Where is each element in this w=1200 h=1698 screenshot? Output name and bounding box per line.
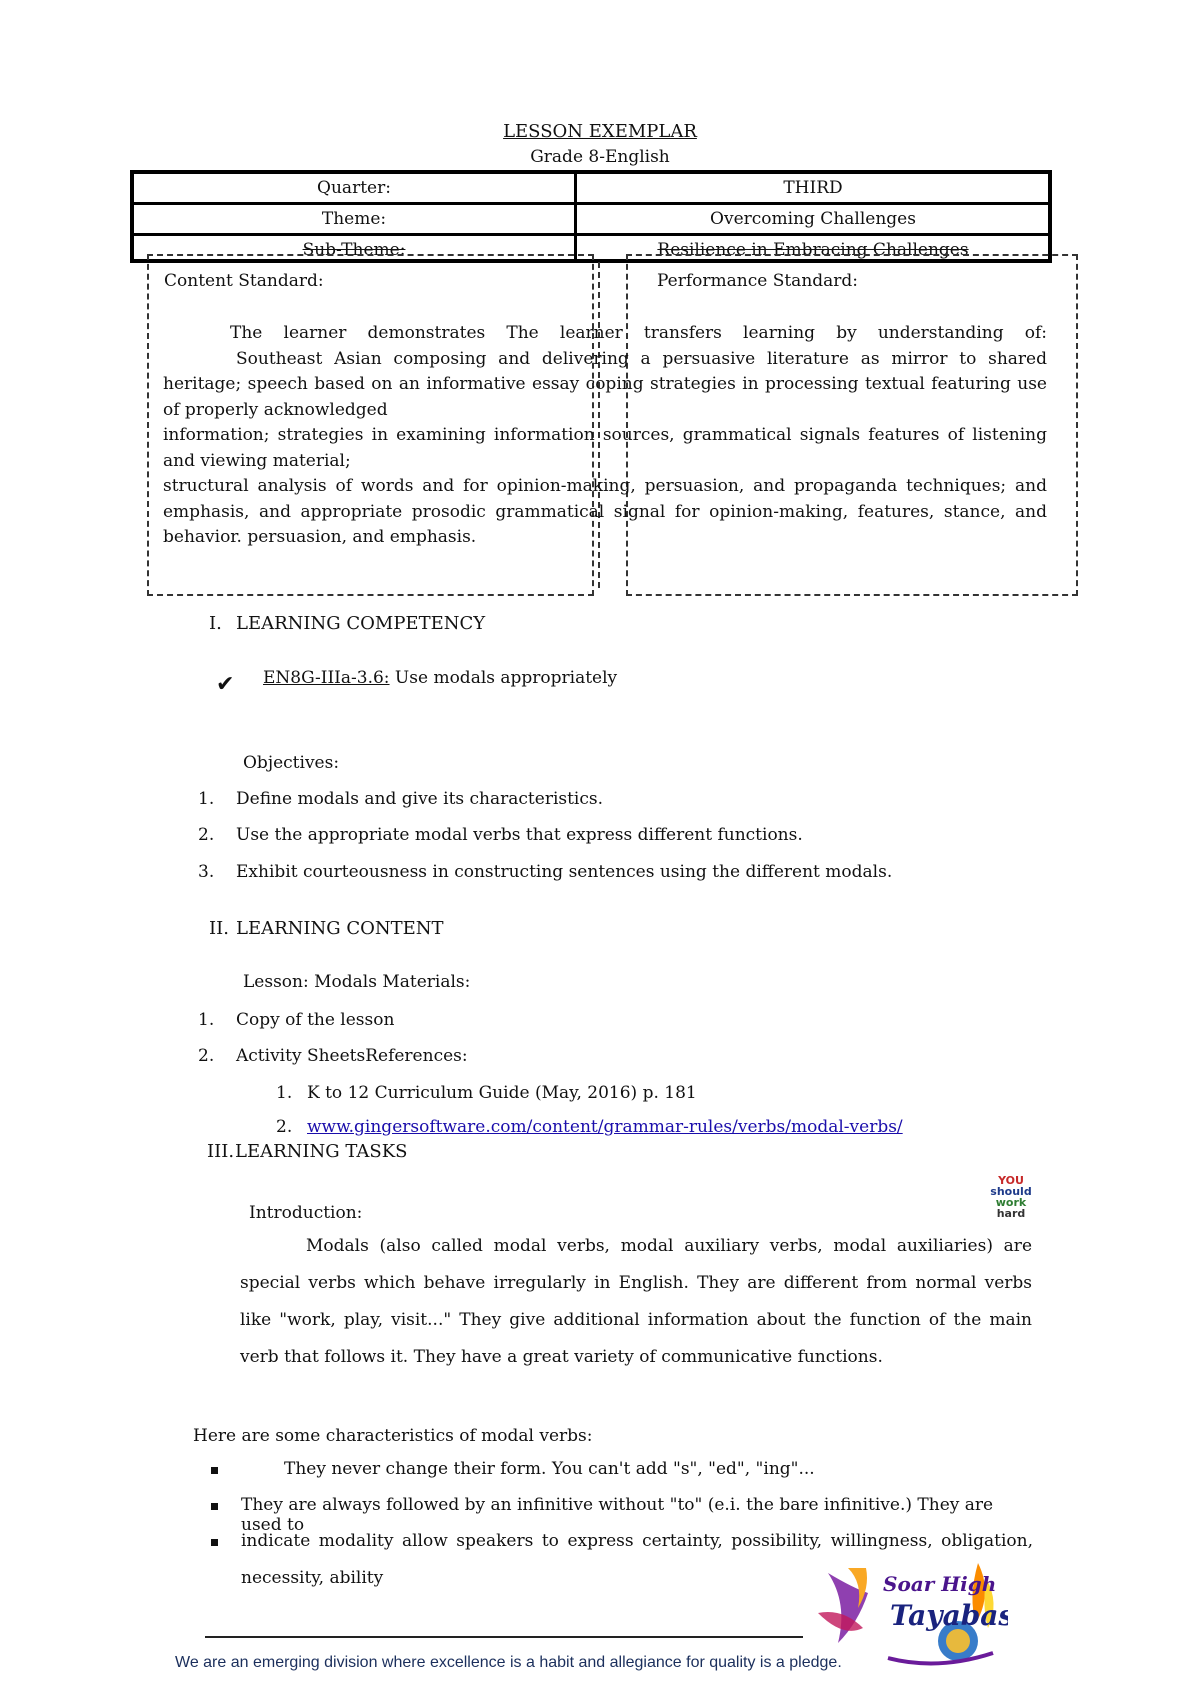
bullet-icon [211,1503,218,1510]
competency-code: EN8G-IIIa-3.6: [263,668,390,688]
list-item: Define modals and give its characteristics. [236,789,604,809]
bullet-item: They are always followed by an infinitive without "to" (e.i. the bare infinitive.) They are used to [241,1495,994,1535]
standards-text: The learner demonstrates The learner transfers learning by understanding of: Southeast Asian composing and delivering a persuasive literature as mirror to shared heritage; speech based on an informative essay coping strategies in processing textual featuring use of properly acknowledged information; strategies in examining information sources, grammatical signals features of listening and viewing material; structural analysis of words and for opinion-making, persuasion, and propaganda techniques; and emphasis, and appropriate prosodic grammatical signal for opinion-making, features, stance, and behavior. persuasion, and emphasis. [163,323,1047,547]
section-title: LEARNING CONTENT [236,918,444,939]
table-row [134,205,1048,234]
row-value: Resilience in Embracing Challenges [657,240,969,260]
performance-standard-label: Performance Standard: [657,271,859,291]
list-number: 2. [276,1117,293,1137]
you-should-work-hard-sticker: YOU should work hard [990,1174,1032,1220]
svg-text:Soar High: Soar High [883,1572,997,1596]
table-row [134,174,1048,203]
svg-text:Tayabas: Tayabas [890,1599,1008,1632]
checkmark-icon: ✔ [216,672,235,697]
list-item: Activity SheetsReferences: [236,1046,468,1066]
lesson-info-table [130,170,1052,263]
competency-text: Use modals appropriately [389,668,618,688]
reference-item: K to 12 Curriculum Guide (May, 2016) p. 181 [307,1083,697,1103]
footer-rule [205,1636,803,1638]
bullet-item: They never change their form. You can't add "s", "ed", "ing"... [284,1459,815,1479]
row-label: Theme: [321,209,387,229]
characteristics-label: Here are some characteristics of modal verbs: [193,1426,593,1446]
introduction-label: Introduction: [249,1203,363,1223]
reference-link[interactable]: www.gingersoftware.com/content/grammar-rules/verbs/modal-verbs/ [307,1117,903,1137]
list-item: Copy of the lesson [236,1010,395,1030]
list-number: 1. [198,1010,215,1030]
section-number: I. [209,613,222,634]
lesson-label: Lesson: Modals Materials: [243,972,471,992]
list-item: Use the appropriate modal verbs that express different functions. [236,825,803,845]
section-number: III. [207,1141,235,1162]
list-number: 1. [198,789,215,809]
row-label: Sub-Theme: [302,240,406,260]
document-title: LESSON EXEMPLAR [503,121,697,142]
competency [223,668,617,688]
introduction-text: Modals (also called modal verbs, modal auxiliary verbs, modal auxiliaries) are special verbs which behave irregularly in English. They are different from normal verbs like "work, play, visit..." They give additional information about the function of the main verb that follows it. They have a great variety of communicative functions. [240,1236,1032,1367]
section-title: LEARNING TASKS [235,1141,408,1162]
list-number: 3. [198,862,215,882]
bullet-icon [211,1467,218,1474]
document-subtitle: Grade 8-English [530,147,670,167]
footer-motto: We are an emerging division where excellence is a habit and allegiance for quality is a pledge. [175,1654,842,1671]
content-standard-label: Content Standard: [164,271,324,291]
row-value: THIRD [783,178,843,198]
row-label: Quarter: [317,178,391,198]
section-title: LEARNING COMPETENCY [236,613,486,634]
section-number: II. [209,918,229,939]
bullet-item: indicate modality allow speakers to express certainty, possibility, willingness, obligation, necessity, ability [241,1531,1033,1588]
list-number: 2. [198,1046,215,1066]
list-number: 1. [276,1083,293,1103]
row-value: Overcoming Challenges [710,209,916,229]
objectives-label: Objectives: [243,753,340,773]
bullet-icon [211,1539,218,1546]
list-number: 2. [198,825,215,845]
list-item: Exhibit courteousness in constructing sentences using the different modals. [236,862,893,882]
